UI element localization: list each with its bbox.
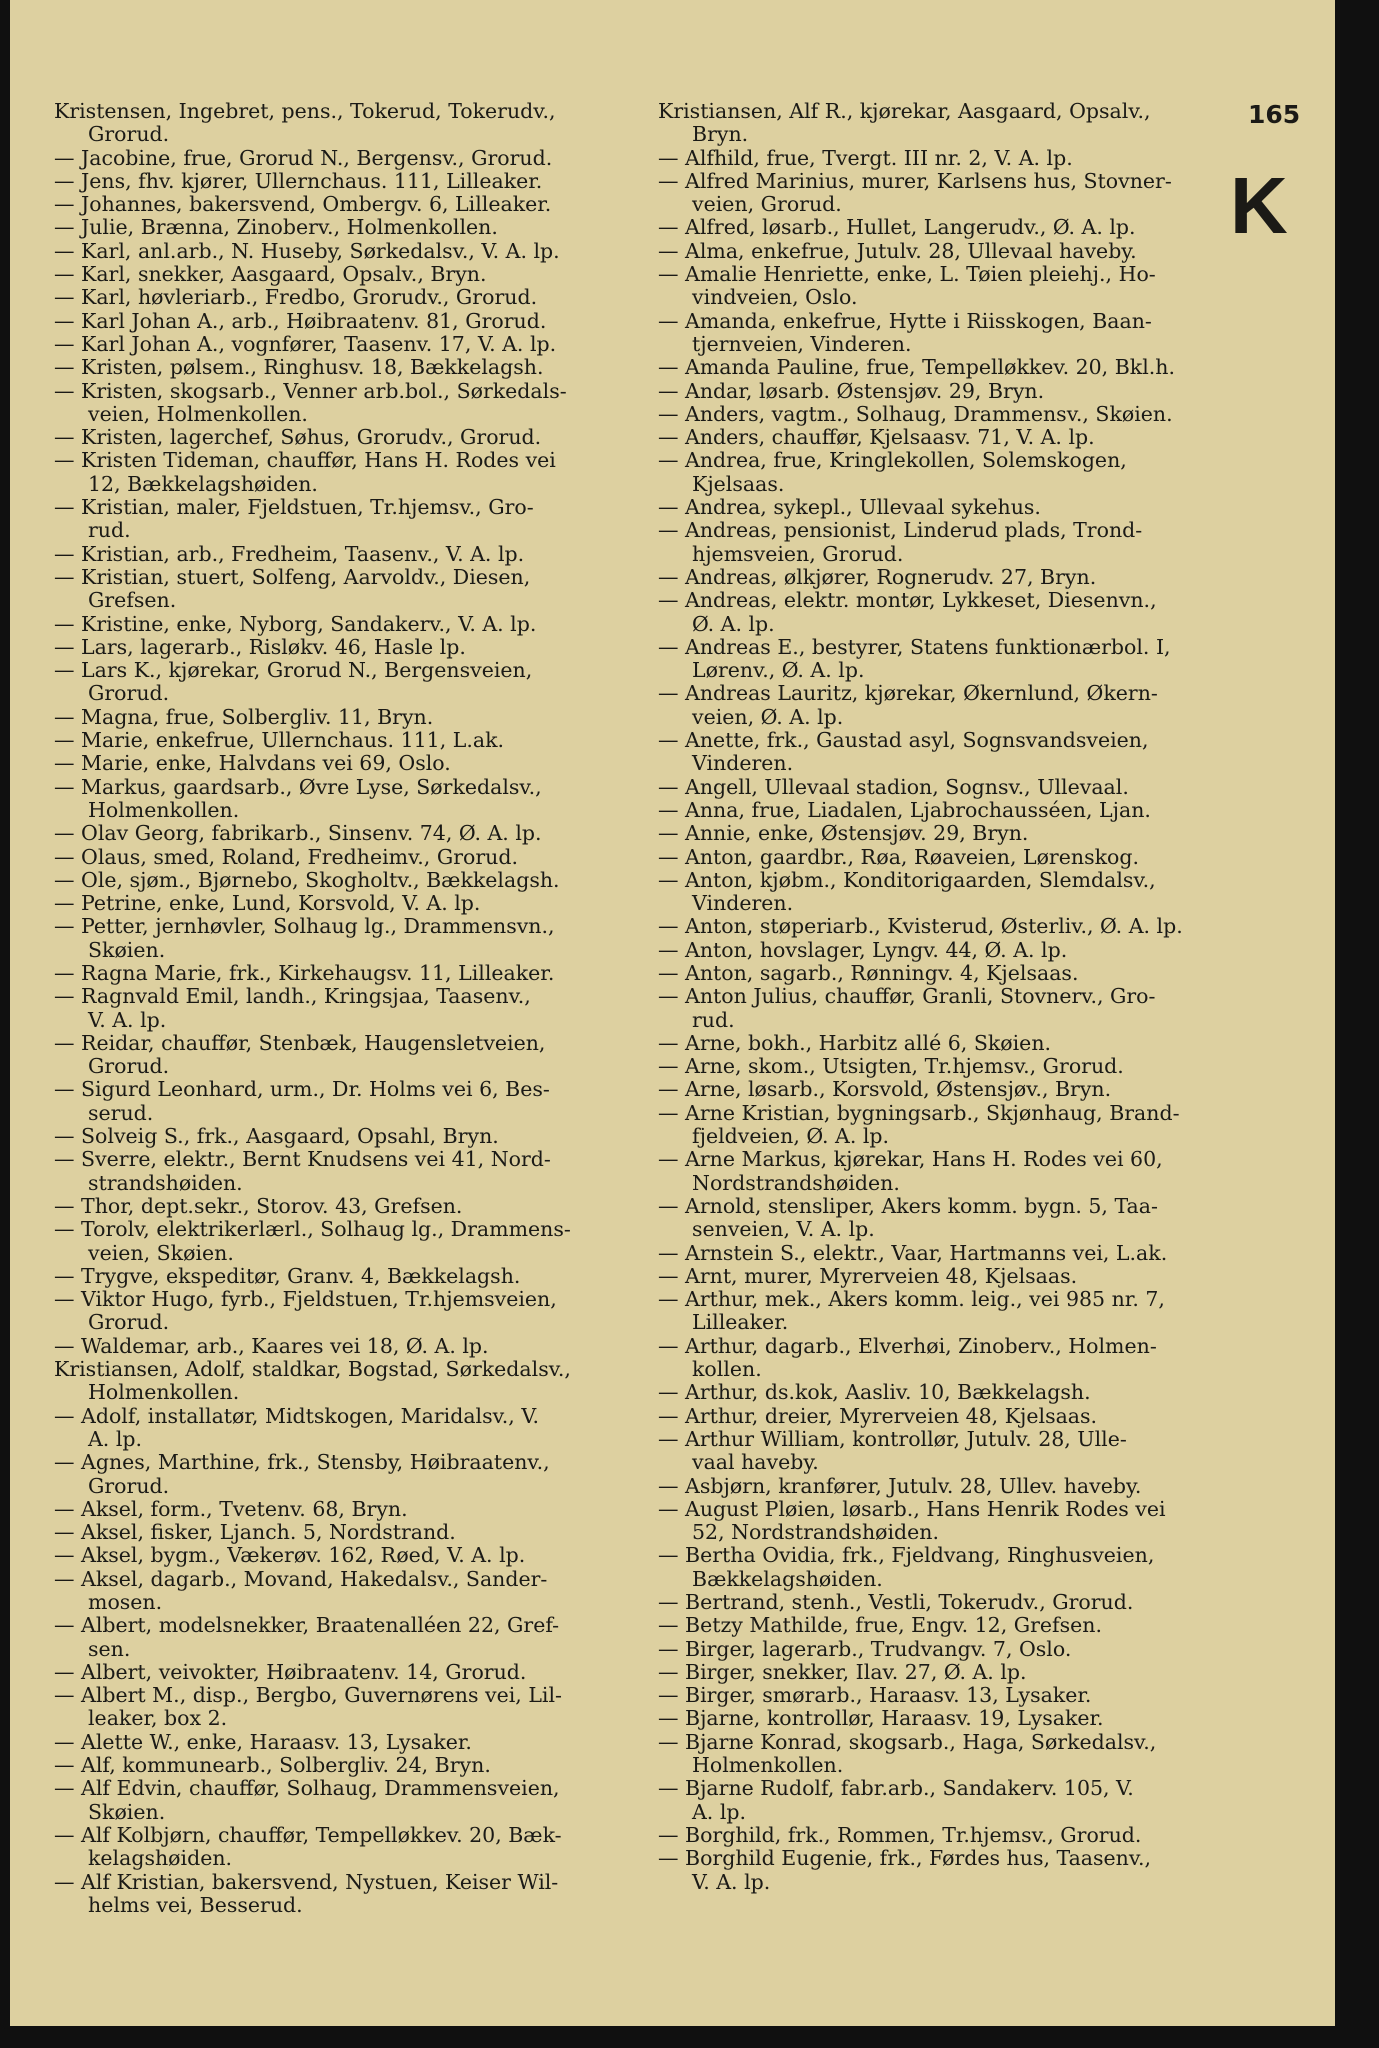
directory-entry: [658, 566, 1236, 589]
directory-entry: [658, 962, 1236, 985]
entry-continuation: Holmenkollen.: [692, 1753, 844, 1778]
entry-line: — Jens, fhv. kjører, Ullernchaus. 111, Lilleaker.: [54, 168, 543, 193]
directory-entry: [54, 1265, 634, 1288]
directory-entry: [658, 216, 1236, 239]
entry-line: — Arnold, stensliper, Akers komm. bygn. 5, Taa-: [658, 1193, 1158, 1218]
entry-line: — Andrea, frue, Kringlekollen, Solemskogen,: [658, 448, 1127, 473]
entry-line: — Birger, snekker, Ilav. 27, Ø. A. lp.: [658, 1659, 1027, 1684]
directory-entry: [658, 822, 1236, 845]
directory-entry: [54, 193, 634, 216]
entry-line: — Anna, frue, Liadalen, Ljabrochausséen, Ljan.: [658, 797, 1151, 822]
directory-entry: [658, 1707, 1236, 1730]
directory-entry: [54, 869, 634, 892]
entry-line: — Arthur, dagarb., Elverhøi, Zinoberv., Holmen-: [658, 1333, 1157, 1358]
directory-entry: [658, 1335, 1236, 1382]
directory-entry: [54, 729, 634, 752]
directory-entry: [54, 147, 634, 170]
directory-entry: [658, 240, 1236, 263]
entry-continuation: helms vei, Besserud.: [88, 1892, 303, 1917]
entry-line: — Arnstein S., elektr., Vaar, Hartmanns vei, L.ak.: [658, 1240, 1168, 1265]
entry-continuation: fjeldveien, Ø. A. lp.: [692, 1124, 890, 1149]
entry-line: — Marie, enkefrue, Ullernchaus. 111, L.ak.: [54, 728, 505, 753]
directory-entry: [658, 519, 1236, 566]
directory-entry: [658, 1102, 1236, 1149]
entry-continuation: veien, Holmenkollen.: [88, 401, 308, 426]
entry-continuation: Skøien.: [88, 1799, 166, 1824]
entry-line: — Aksel, fisker, Ljanch. 5, Nordstrand.: [54, 1520, 456, 1545]
entry-line: — Alf Kristian, bakersvend, Nystuen, Keiser Wil-: [54, 1869, 559, 1894]
entry-line: — Anette, frk., Gaustad asyl, Sognsvandsveien,: [658, 728, 1149, 753]
entry-line: — Albert, veivokter, Høibraatenv. 14, Grorud.: [54, 1659, 527, 1684]
entry-line: — Anton, støperiarb., Kvisterud, Østerliv., Ø. A. lp.: [658, 914, 1183, 939]
directory-entry: [54, 426, 634, 449]
directory-entry: [658, 356, 1236, 379]
entry-line: — Ole, sjøm., Bjørnebo, Skogholtv., Bækkelagsh.: [54, 867, 560, 892]
entry-continuation: Ø. A. lp.: [692, 611, 775, 636]
entry-line: — Kristian, maler, Fjeldstuen, Tr.hjemsv., Gro-: [54, 495, 534, 520]
directory-entry: [658, 1544, 1236, 1591]
entry-line: — Arthur, ds.kok, Aasliv. 10, Bækkelagsh.: [658, 1380, 1091, 1405]
directory-entry: [54, 356, 634, 379]
entry-continuation: Grorud.: [88, 1054, 170, 1079]
entry-line: — Bjarne Rudolf, fabr.arb., Sandakerv. 105, V.: [658, 1776, 1134, 1801]
entry-continuation: kelagshøiden.: [88, 1846, 233, 1871]
directory-entry: [658, 799, 1236, 822]
directory-entry: [658, 1475, 1236, 1498]
directory-entry: [658, 1055, 1236, 1078]
directory-entry: [658, 1288, 1236, 1335]
entry-line: — Ragna Marie, frk., Kirkehaugsv. 11, Lilleaker.: [54, 960, 555, 985]
entry-line: — Thor, dept.sekr., Storov. 43, Grefsen.: [54, 1193, 463, 1218]
directory-page: [10, 0, 1335, 2026]
directory-entry: [658, 846, 1236, 869]
entry-continuation: sen.: [88, 1636, 131, 1661]
entry-line: — Birger, lagerarb., Trudvangv. 7, Oslo.: [658, 1636, 1072, 1661]
entry-continuation: senveien, V. A. lp.: [692, 1217, 875, 1242]
entry-line: — Kristen, pølsem., Ringhusv. 18, Bækkelagsh.: [54, 355, 544, 380]
entry-line: — Anders, chauffør, Kjelsaasv. 71, V. A. lp.: [658, 425, 1095, 450]
directory-entry: [658, 869, 1236, 916]
entry-line: — Amanda, enkefrue, Hytte i Riisskogen, Baan-: [658, 308, 1152, 333]
entry-line: — Betzy Mathilde, frue, Engv. 12, Grefsen.: [658, 1613, 1103, 1638]
directory-entry: [54, 380, 634, 427]
directory-entry: [54, 1032, 634, 1079]
entry-line: — Alfhild, frue, Tvergt. III nr. 2, V. A. lp.: [658, 145, 1073, 170]
directory-entry: [54, 310, 634, 333]
directory-entry: [658, 1777, 1236, 1824]
entry-line: — Lars K., kjørekar, Grorud N., Bergensveien,: [54, 658, 533, 683]
entry-continuation: Grorud.: [88, 122, 170, 147]
entry-line: — Arne, løsarb., Korsvold, Østensjøv., Bryn.: [658, 1077, 1112, 1102]
entry-continuation: rud.: [88, 518, 131, 543]
directory-entry: [658, 1242, 1236, 1265]
directory-entry: [54, 100, 634, 147]
directory-entry: [54, 915, 634, 962]
directory-entry: [54, 985, 634, 1032]
entry-continuation: 12, Bækkelagshøiden.: [88, 471, 318, 496]
directory-entry: [658, 589, 1236, 636]
directory-entry: [658, 915, 1236, 938]
entry-continuation: Vinderen.: [692, 891, 794, 916]
directory-entry: [658, 170, 1236, 217]
entry-line: — Aksel, dagarb., Movand, Hakedalsv., Sander-: [54, 1566, 548, 1591]
entry-line: — Alfred, løsarb., Hullet, Langerudv., Ø. A. lp.: [658, 215, 1136, 240]
directory-entry: [54, 1544, 634, 1567]
directory-entry: [658, 147, 1236, 170]
entry-line: — Borghild, frk., Rommen, Tr.hjemsv., Grorud.: [658, 1822, 1142, 1847]
directory-entry: [54, 170, 634, 193]
directory-entry: [54, 543, 634, 566]
directory-entry: [54, 449, 634, 496]
entry-line: — Sverre, elektr., Bernt Knudsens vei 41, Nord-: [54, 1147, 551, 1172]
directory-entry: [658, 1731, 1236, 1778]
entry-line: — Kristen Tideman, chauffør, Hans H. Rodes vei: [54, 448, 556, 473]
entry-continuation: Nordstrandshøiden.: [692, 1170, 900, 1195]
entry-continuation: veien, Grorud.: [692, 192, 842, 217]
entry-line: — Jacobine, frue, Grorud N., Bergensv., Grorud.: [54, 145, 553, 170]
entry-line: — Anton, hovslager, Lyngv. 44, Ø. A. lp.: [658, 937, 1068, 962]
directory-entry: [54, 1754, 634, 1777]
entry-line: — Solveig S., frk., Aasgaard, Opsahl, Bryn.: [54, 1124, 499, 1149]
entry-line: — Andreas Lauritz, kjørekar, Økernlund, Økern-: [658, 681, 1158, 706]
entry-line: — Bertrand, stenh., Vestli, Tokerudv., Grorud.: [658, 1590, 1134, 1614]
entry-line: — Julie, Brænna, Zinoberv., Holmenkollen.: [54, 215, 498, 240]
entry-line: — Viktor Hugo, fyrb., Fjeldstuen, Tr.hjemsveien,: [54, 1287, 557, 1312]
entry-line: — Alma, enkefrue, Jutulv. 28, Ullevaal haveby.: [658, 238, 1137, 263]
entry-line: — Trygve, ekspeditør, Granv. 4, Bækkelagsh.: [54, 1263, 521, 1288]
entry-continuation: Bryn.: [692, 122, 749, 147]
entry-line: — Arne, bokh., Harbitz allé 6, Skøien.: [658, 1030, 1052, 1055]
entry-line: — Magna, frue, Solbergliv. 11, Bryn.: [54, 704, 434, 729]
entry-line: — Birger, smørarb., Haraasv. 13, Lysaker.: [658, 1683, 1092, 1708]
directory-entry: [54, 1521, 634, 1544]
directory-entry: [54, 1568, 634, 1615]
entry-line: — Torolv, elektrikerlærl., Solhaug lg., Drammens-: [54, 1217, 571, 1242]
entry-line: — Karl, snekker, Aasgaard, Opsalv., Bryn.: [54, 262, 487, 287]
entry-line: Kristensen, Ingebret, pens., Tokerud, Tokerudv.,: [54, 99, 556, 123]
entry-line: — Aksel, form., Tvetenv. 68, Bryn.: [54, 1496, 408, 1521]
directory-entry: [54, 1498, 634, 1521]
entry-line: — Agnes, Marthine, frk., Stensby, Høibraatenv.,: [54, 1450, 550, 1475]
entry-line: — Alf Edvin, chauffør, Solhaug, Drammensveien,: [54, 1776, 560, 1801]
directory-entry: [658, 1381, 1236, 1404]
left-column: [54, 100, 634, 1917]
entry-continuation: A. lp.: [692, 1799, 747, 1824]
entry-line: — Reidar, chauffør, Stenbæk, Haugensletveien,: [54, 1030, 546, 1055]
directory-entry: [54, 776, 634, 823]
directory-entry: [658, 1614, 1236, 1637]
directory-entry: [658, 1428, 1236, 1475]
directory-entry: [54, 846, 634, 869]
directory-entry: [54, 706, 634, 729]
directory-entry: [658, 1824, 1236, 1847]
directory-entry: [658, 449, 1236, 496]
entry-line: — Arthur William, kontrollør, Jutulv. 28, Ulle-: [658, 1426, 1127, 1451]
entry-line: — Arthur, mek., Akers komm. leig., vei 985 nr. 7,: [658, 1287, 1165, 1312]
directory-entry: [54, 286, 634, 309]
directory-entry: [54, 1614, 634, 1661]
entry-line: — Marie, enke, Halvdans vei 69, Oslo.: [54, 751, 451, 776]
entry-line: — Arnt, murer, Myrerveien 48, Kjelsaas.: [658, 1263, 1078, 1288]
entry-continuation: veien, Ø. A. lp.: [692, 704, 844, 729]
entry-line: — Bjarne, kontrollør, Haraasv. 19, Lysaker.: [658, 1706, 1104, 1731]
entry-continuation: Grefsen.: [88, 588, 177, 613]
entry-line: — Arthur, dreier, Myrerveien 48, Kjelsaas.: [658, 1403, 1098, 1428]
directory-entry: [658, 1661, 1236, 1684]
entry-continuation: Lørenv., Ø. A. lp.: [692, 658, 865, 683]
directory-entry: [658, 1684, 1236, 1707]
entry-continuation: V. A. lp.: [692, 1869, 771, 1894]
entry-line: — Amalie Henriette, enke, L. Tøien pleiehj., Ho-: [658, 262, 1156, 287]
entry-line: — Amanda Pauline, frue, Tempelløkkev. 20, Bkl.h.: [658, 355, 1175, 380]
directory-entry: [54, 333, 634, 356]
directory-entry: [54, 1661, 634, 1684]
directory-entry: [54, 1871, 634, 1918]
entry-continuation: Kjelsaas.: [692, 471, 785, 496]
right-column: [658, 100, 1236, 1894]
directory-entry: [658, 1265, 1236, 1288]
entry-continuation: serud.: [88, 1100, 154, 1125]
entry-continuation: vindveien, Oslo.: [692, 285, 858, 310]
directory-entry: [658, 1032, 1236, 1055]
directory-entry: [658, 939, 1236, 962]
entry-line: — Asbjørn, kranfører, Jutulv. 28, Ullev. haveby.: [658, 1473, 1142, 1498]
entry-line: — Karl Johan A., vognfører, Taasenv. 17, V. A. lp.: [54, 331, 557, 356]
entry-continuation: Lilleaker.: [692, 1310, 789, 1335]
directory-entry: [658, 682, 1236, 729]
entry-line: — Olav Georg, fabrikarb., Sinsenv. 74, Ø. A. lp.: [54, 821, 542, 846]
directory-entry: [54, 1288, 634, 1335]
entry-line: — Anton, gaardbr., Røa, Røaveien, Lørenskog.: [658, 844, 1139, 869]
directory-entry: [54, 752, 634, 775]
entry-line: — Borghild Eugenie, frk., Førdes hus, Taasenv.,: [658, 1846, 1152, 1871]
entry-line: — Olaus, smed, Roland, Fredheimv., Grorud.: [54, 844, 518, 869]
directory-entry: [54, 1684, 634, 1731]
entry-line: — Anton, sagarb., Rønningv. 4, Kjelsaas.: [658, 960, 1079, 985]
entry-line: — Anders, vagtm., Solhaug, Drammensv., Skøien.: [658, 401, 1173, 426]
entry-continuation: vaal haveby.: [692, 1450, 819, 1475]
entry-continuation: A. lp.: [88, 1426, 143, 1451]
entry-line: — Aksel, bygm., Vækerøv. 162, Røed, V. A. lp.: [54, 1543, 526, 1568]
page-number: 165: [1248, 100, 1301, 129]
directory-entry: [54, 659, 634, 706]
entry-line: — Anton, kjøbm., Konditorigaarden, Slemdalsv.,: [658, 867, 1156, 892]
directory-entry: [658, 636, 1236, 683]
directory-entry: [658, 1638, 1236, 1661]
entry-line: — Arne Kristian, bygningsarb., Skjønhaug, Brand-: [658, 1100, 1180, 1125]
directory-entry: [54, 1148, 634, 1195]
directory-entry: [658, 403, 1236, 426]
entry-line: — Angell, Ullevaal stadion, Sognsv., Ullevaal.: [658, 774, 1129, 799]
entry-line: — Lars, lagerarb., Risløkv. 46, Hasle lp.: [54, 634, 466, 659]
entry-line: — Sigurd Leonhard, urm., Dr. Holms vei 6, Bes-: [54, 1077, 550, 1102]
directory-entry: [54, 1078, 634, 1125]
directory-entry: [54, 1125, 634, 1148]
directory-entry: [54, 496, 634, 543]
directory-entry: [658, 1405, 1236, 1428]
entry-line: — Petter, jernhøvler, Solhaug lg., Drammensvn.,: [54, 914, 555, 939]
entry-line: — Andrea, sykepl., Ullevaal sykehus.: [658, 495, 1041, 520]
directory-entry: [658, 1195, 1236, 1242]
directory-entry: [54, 1824, 634, 1871]
directory-entry: [54, 892, 634, 915]
directory-entry: [54, 636, 634, 659]
directory-entry: [54, 1218, 634, 1265]
entry-line: — Andreas, pensionist, Linderud plads, Trond-: [658, 518, 1143, 543]
directory-entry: [54, 1335, 634, 1358]
directory-entry: [658, 985, 1236, 1032]
entry-line: — Annie, enke, Østensjøv. 29, Bryn.: [658, 821, 1029, 846]
entry-line: — Andar, løsarb. Østensjøv. 29, Bryn.: [658, 378, 1045, 403]
entry-line: — Kristen, lagerchef, Søhus, Grorudv., Grorud.: [54, 425, 542, 450]
directory-entry: [658, 1591, 1236, 1614]
entry-line: — Andreas E., bestyrer, Statens funktionærbol. I,: [658, 634, 1171, 659]
entry-continuation: Vinderen.: [692, 751, 794, 776]
entry-line: Kristiansen, Adolf, staldkar, Bogstad, Sørkedalsv.,: [54, 1357, 571, 1382]
directory-entry: [658, 1847, 1236, 1894]
directory-entry: [54, 216, 634, 239]
directory-entry: [54, 1195, 634, 1218]
directory-entry: [54, 613, 634, 636]
entry-continuation: veien, Skøien.: [88, 1240, 234, 1265]
entry-line: — Arne, skom., Utsigten, Tr.hjemsv., Grorud.: [658, 1054, 1124, 1079]
entry-continuation: strandshøiden.: [88, 1170, 243, 1195]
entry-line: — Markus, gaardsarb., Øvre Lyse, Sørkedalsv.,: [54, 774, 542, 799]
entry-continuation: mosen.: [88, 1590, 163, 1614]
entry-line: — Alf, kommunearb., Solbergliv. 24, Bryn.: [54, 1753, 491, 1778]
directory-entry: [54, 240, 634, 263]
entry-continuation: kollen.: [692, 1357, 762, 1382]
directory-entry: [54, 1731, 634, 1754]
directory-entry: [658, 776, 1236, 799]
entry-line: — Andreas, ølkjører, Rognerudv. 27, Bryn.: [658, 564, 1097, 589]
directory-entry: [54, 263, 634, 286]
entry-continuation: Skøien.: [88, 937, 166, 962]
entry-line: Kristiansen, Alf R., kjørekar, Aasgaard, Opsalv.,: [658, 99, 1151, 123]
directory-entry: [54, 1358, 634, 1405]
entry-line: — Bjarne Konrad, skogsarb., Haga, Sørkedalsv.,: [658, 1729, 1157, 1754]
entry-continuation: Grorud.: [88, 681, 170, 706]
directory-entry: [54, 962, 634, 985]
entry-line: — Adolf, installatør, Midtskogen, Maridalsv., V.: [54, 1403, 540, 1428]
entry-continuation: Grorud.: [88, 1473, 170, 1498]
entry-line: — Ragnvald Emil, landh., Kringsjaa, Taasenv.,: [54, 984, 531, 1009]
entry-line: — Karl Johan A., arb., Høibraatenv. 81, Grorud.: [54, 308, 547, 333]
entry-continuation: tjernveien, Vinderen.: [692, 331, 912, 356]
section-letter: K: [1230, 161, 1288, 250]
directory-entry: [54, 1451, 634, 1498]
directory-entry: [658, 426, 1236, 449]
entry-line: — Albert M., disp., Bergbo, Guvernørens vei, Lil-: [54, 1683, 562, 1708]
directory-entry: [658, 1148, 1236, 1195]
entry-continuation: hjemsveien, Grorud.: [692, 541, 904, 566]
entry-continuation: Bækkelagshøiden.: [692, 1566, 883, 1591]
directory-entry: [54, 1777, 634, 1824]
directory-entry: [658, 380, 1236, 403]
entry-line: — Anton Julius, chauffør, Granli, Stovnerv., Gro-: [658, 984, 1156, 1009]
directory-entry: [658, 310, 1236, 357]
directory-entry: [658, 496, 1236, 519]
entry-continuation: Holmenkollen.: [88, 797, 240, 822]
entry-line: — Arne Markus, kjørekar, Hans H. Rodes vei 60,: [658, 1147, 1163, 1172]
entry-line: — Albert, modelsnekker, Braatenalléen 22, Gref-: [54, 1613, 560, 1638]
entry-continuation: rud.: [692, 1007, 735, 1032]
entry-line: — Karl, anl.arb., N. Huseby, Sørkedalsv., V. A. lp.: [54, 238, 560, 263]
entry-continuation: Holmenkollen.: [88, 1380, 240, 1405]
entry-line: — August Pløien, løsarb., Hans Henrik Rodes vei: [658, 1496, 1166, 1521]
directory-entry: [658, 100, 1236, 147]
directory-entry: [54, 566, 634, 613]
directory-entry: [658, 263, 1236, 310]
entry-line: — Petrine, enke, Lund, Korsvold, V. A. lp.: [54, 891, 481, 916]
entry-line: — Waldemar, arb., Kaares vei 18, Ø. A. lp.: [54, 1333, 489, 1358]
entry-line: — Kristine, enke, Nyborg, Sandakerv., V. A. lp.: [54, 611, 537, 636]
entry-line: — Johannes, bakersvend, Ombergv. 6, Lilleaker.: [54, 192, 552, 217]
entry-line: — Kristen, skogsarb., Venner arb.bol., Sørkedals-: [54, 378, 567, 403]
entry-line: — Bertha Ovidia, frk., Fjeldvang, Ringhusveien,: [658, 1543, 1155, 1568]
directory-entry: [54, 822, 634, 845]
entry-line: — Andreas, elektr. montør, Lykkeset, Diesenvn.,: [658, 588, 1157, 613]
entry-continuation: Grorud.: [88, 1310, 170, 1335]
directory-entry: [658, 1078, 1236, 1101]
entry-line: — Alf Kolbjørn, chauffør, Tempelløkkev. 20, Bæk-: [54, 1822, 562, 1847]
directory-entry: [54, 1405, 634, 1452]
entry-line: — Karl, høvleriarb., Fredbo, Grorudv., Grorud.: [54, 285, 538, 310]
entry-continuation: leaker, box 2.: [88, 1706, 228, 1731]
entry-continuation: 52, Nordstrandshøiden.: [692, 1520, 940, 1545]
directory-entry: [658, 729, 1236, 776]
directory-entry: [658, 1498, 1236, 1545]
entry-line: — Kristian, arb., Fredheim, Taasenv., V. A. lp.: [54, 541, 525, 566]
entry-continuation: V. A. lp.: [88, 1007, 167, 1032]
entry-line: — Kristian, stuert, Solfeng, Aarvoldv., Diesen,: [54, 564, 531, 589]
entry-line: — Alfred Marinius, murer, Karlsens hus, Stovner-: [658, 168, 1172, 193]
entry-line: — Alette W., enke, Haraasv. 13, Lysaker.: [54, 1729, 472, 1754]
